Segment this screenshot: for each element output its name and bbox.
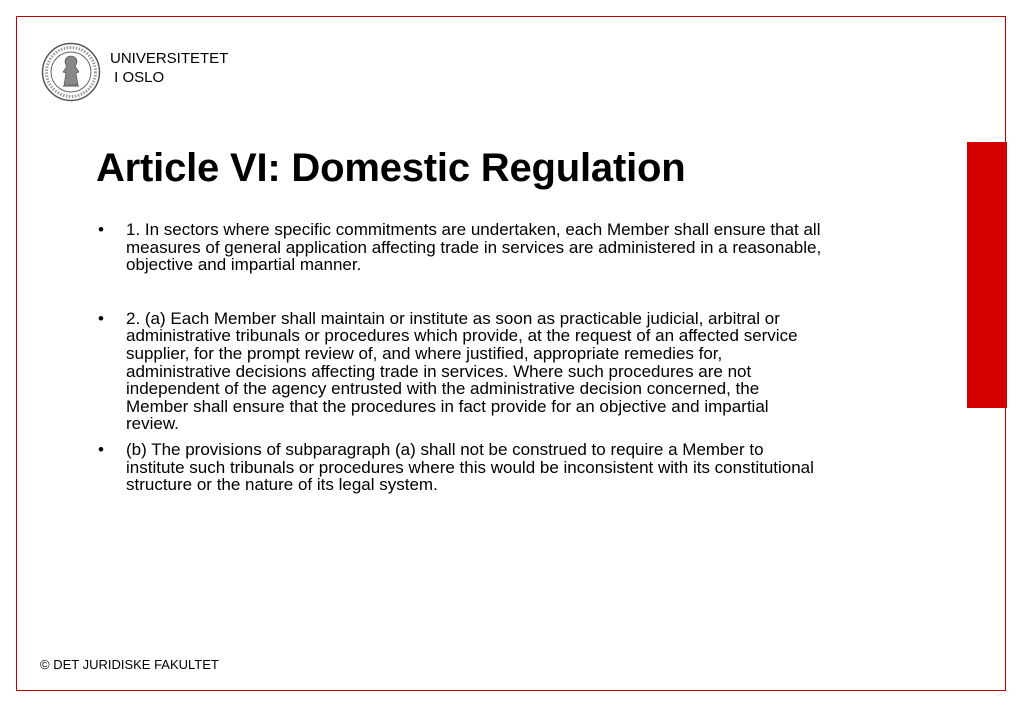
footer-copyright: © DET JURIDISKE FAKULTET (40, 657, 219, 672)
bullet-item (96, 221, 826, 274)
accent-bar (967, 142, 1007, 408)
bullet-item (96, 310, 826, 433)
university-seal-icon (41, 42, 101, 102)
bullet-list (96, 221, 826, 494)
university-name-line2: I OSLO (110, 69, 165, 86)
bullet-item (96, 441, 826, 494)
bullet-text: (b) The provisions of subparagraph (a) shall not be construed to require a Member to institute such tribunals or procedures where this would be inconsistent with its constitutional structure or the nature of its legal system. (126, 439, 814, 495)
university-name-line1: UNIVERSITETET (110, 50, 229, 67)
bullet-marker: • (98, 439, 104, 459)
bullet-text: 2. (a) Each Member shall maintain or institute as soon as practicable judicial, arbitral or administrative tribunals or procedures which provide, at the request of an affected service supplier, for the prompt review of, and where justified, appropriate remedies for, administrative decisions affecting trade in services. Where such procedures are not independent of the agency entrusted with the administrative decision concerned, the Member shall ensure that the procedures in fact provide for an objective and impartial review. (126, 308, 798, 434)
bullet-marker: • (98, 308, 104, 328)
bullet-marker: • (98, 220, 104, 239)
slide-title: Article VI: Domestic Regulation (96, 146, 686, 190)
bullet-text: 1. In sectors where specific commitments are undertaken, each Member shall ensure that all measures of general application affecting trade in services are administered in a reasonable, objective and impartial manner. (126, 220, 822, 275)
university-name (110, 49, 228, 87)
